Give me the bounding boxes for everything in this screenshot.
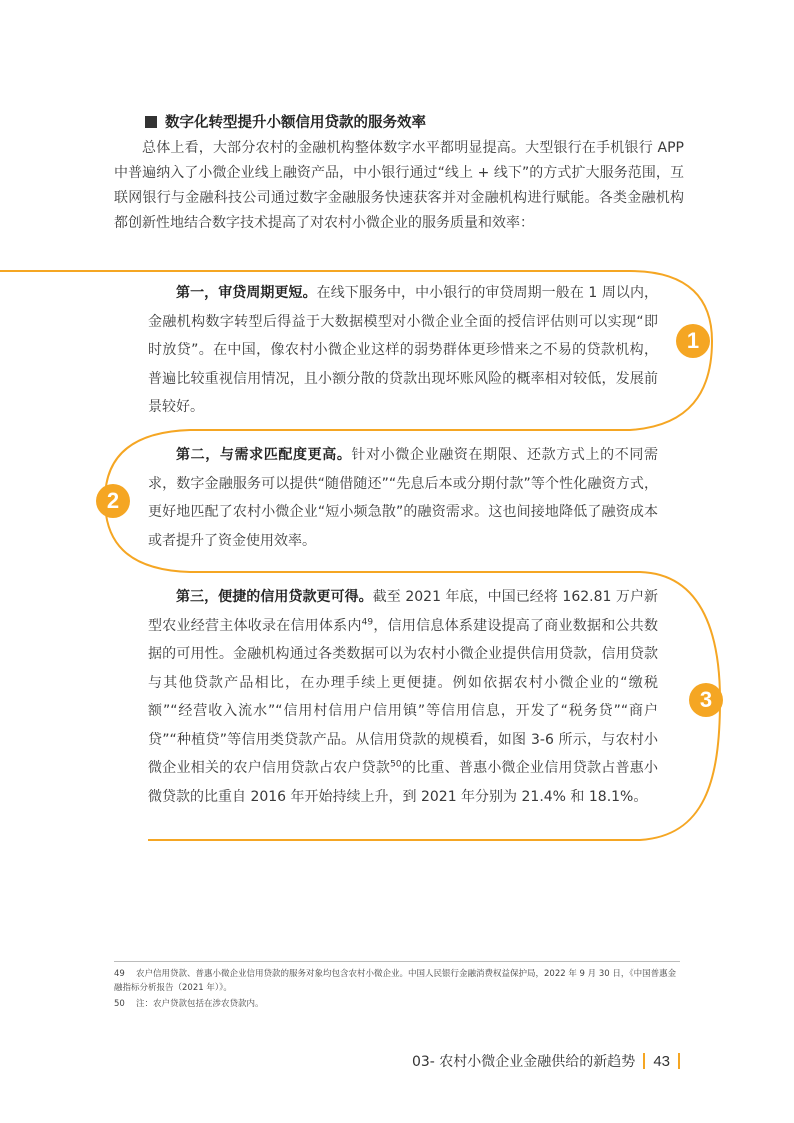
point-3-text-b: ，信用信息体系建设提高了商业数据和公共数据的可用性。金融机构通过各类数据可以为农村小微企业提供信用贷款，信用贷款与其他贷款产品相比，在办理手续上更便捷。例如依据农村小微企业的“缴税额”“经营收入流水”“信用村信用户信用镇”等信用信息，开发了“税务贷”“商户贷”“种植贷”等信用类贷款产品。从信用贷款的规模看，如图 3-6 所示，与农村小微企业相关的农户信用贷款占农户贷款 bbox=[148, 617, 659, 776]
point-1-paragraph bbox=[148, 279, 658, 422]
point-3-lead: 第三，便捷的信用贷款更可得。 bbox=[176, 589, 373, 605]
footnote-50-text: 注：农户贷款包括在涉农贷款内。 bbox=[136, 999, 264, 1009]
footnote-49-number: 49 bbox=[114, 969, 125, 979]
point-3-text-c: 的比重、普惠小微企业信用贷款占普惠小微贷款的比重自 2016 年开始持续上升，到 2021 年分别为 21.4% 和 18.1%。 bbox=[148, 760, 659, 805]
page-footer bbox=[412, 1051, 680, 1071]
footnote-50-number: 50 bbox=[114, 999, 125, 1009]
footnote-ref-50[interactable]: 50 bbox=[390, 759, 402, 770]
footnote-50 bbox=[114, 997, 684, 1011]
number-badge-3: 3 bbox=[689, 683, 723, 717]
point-1-text: 在线下服务中，中小银行的审贷周期一般在 1 周以内，金融机构数字转型后得益于大数据模型对小微企业全面的授信评估则可以实现“即时放贷”。在中国，像农村小微企业这样的弱势群体更珍惜来之不易的贷款机构，普遍比较重视信用情况，且小额分散的贷款出现坏账风险的概率相对较低，发展前景较好。 bbox=[148, 285, 659, 415]
point-3-text-a: 截至 2021 年底，中国已经将 162.81 万户新型农业经营主体收录在信用体系内 bbox=[148, 589, 659, 634]
point-2-paragraph bbox=[148, 441, 658, 555]
footnote-ref-49[interactable]: 49 bbox=[361, 616, 374, 627]
section-heading bbox=[145, 111, 426, 132]
page-number: 43 bbox=[653, 1052, 670, 1070]
footnote-49 bbox=[114, 967, 684, 995]
section-heading-text: 数字化转型提升小额信用贷款的服务效率 bbox=[165, 115, 426, 131]
intro-paragraph: 总体上看，大部分农村的金融机构整体数字水平都明显提高。大型银行在手机银行 APP 中普遍纳入了小微企业线上融资产品，中小银行通过“线上 + 线下”的方式扩大服务范围，互联网银行与金融科技公司通过数字金融服务快速获客并对金融机构进行赋能。各类金融机构都创新性地结合数字技术提高了对农村小微企业的服务质量和效率： bbox=[114, 140, 684, 231]
footer-separator-end bbox=[678, 1053, 680, 1069]
footnote-49-text: 农户信用贷款、普惠小微企业信用贷款的服务对象均包含农村小微企业。中国人民银行金融消费权益保护局，2022 年 9 月 30 日，《中国普惠金融指标分析报告（2021 年）》。 bbox=[114, 969, 677, 993]
footer-separator bbox=[643, 1053, 645, 1069]
point-2-lead: 第二，与需求匹配度更高。 bbox=[176, 447, 352, 463]
point-3-paragraph bbox=[148, 583, 658, 811]
number-badge-2: 2 bbox=[96, 484, 130, 518]
point-1-lead: 第一，审贷周期更短。 bbox=[176, 285, 317, 301]
footer-chapter-title: 03- 农村小微企业金融供给的新趋势 bbox=[411, 1054, 636, 1070]
number-badge-1: 1 bbox=[676, 324, 710, 358]
point-2-text: 针对小微企业融资在期限、还款方式上的不同需求，数字金融服务可以提供“随借随还”“先息后本或分期付款”等个性化融资方式，更好地匹配了农村小微企业“短小频急散”的融资需求。这也间接地降低了融资成本或者提升了资金使用效率。 bbox=[148, 447, 658, 549]
square-bullet-icon bbox=[145, 116, 157, 128]
footnote-divider bbox=[114, 961, 680, 962]
